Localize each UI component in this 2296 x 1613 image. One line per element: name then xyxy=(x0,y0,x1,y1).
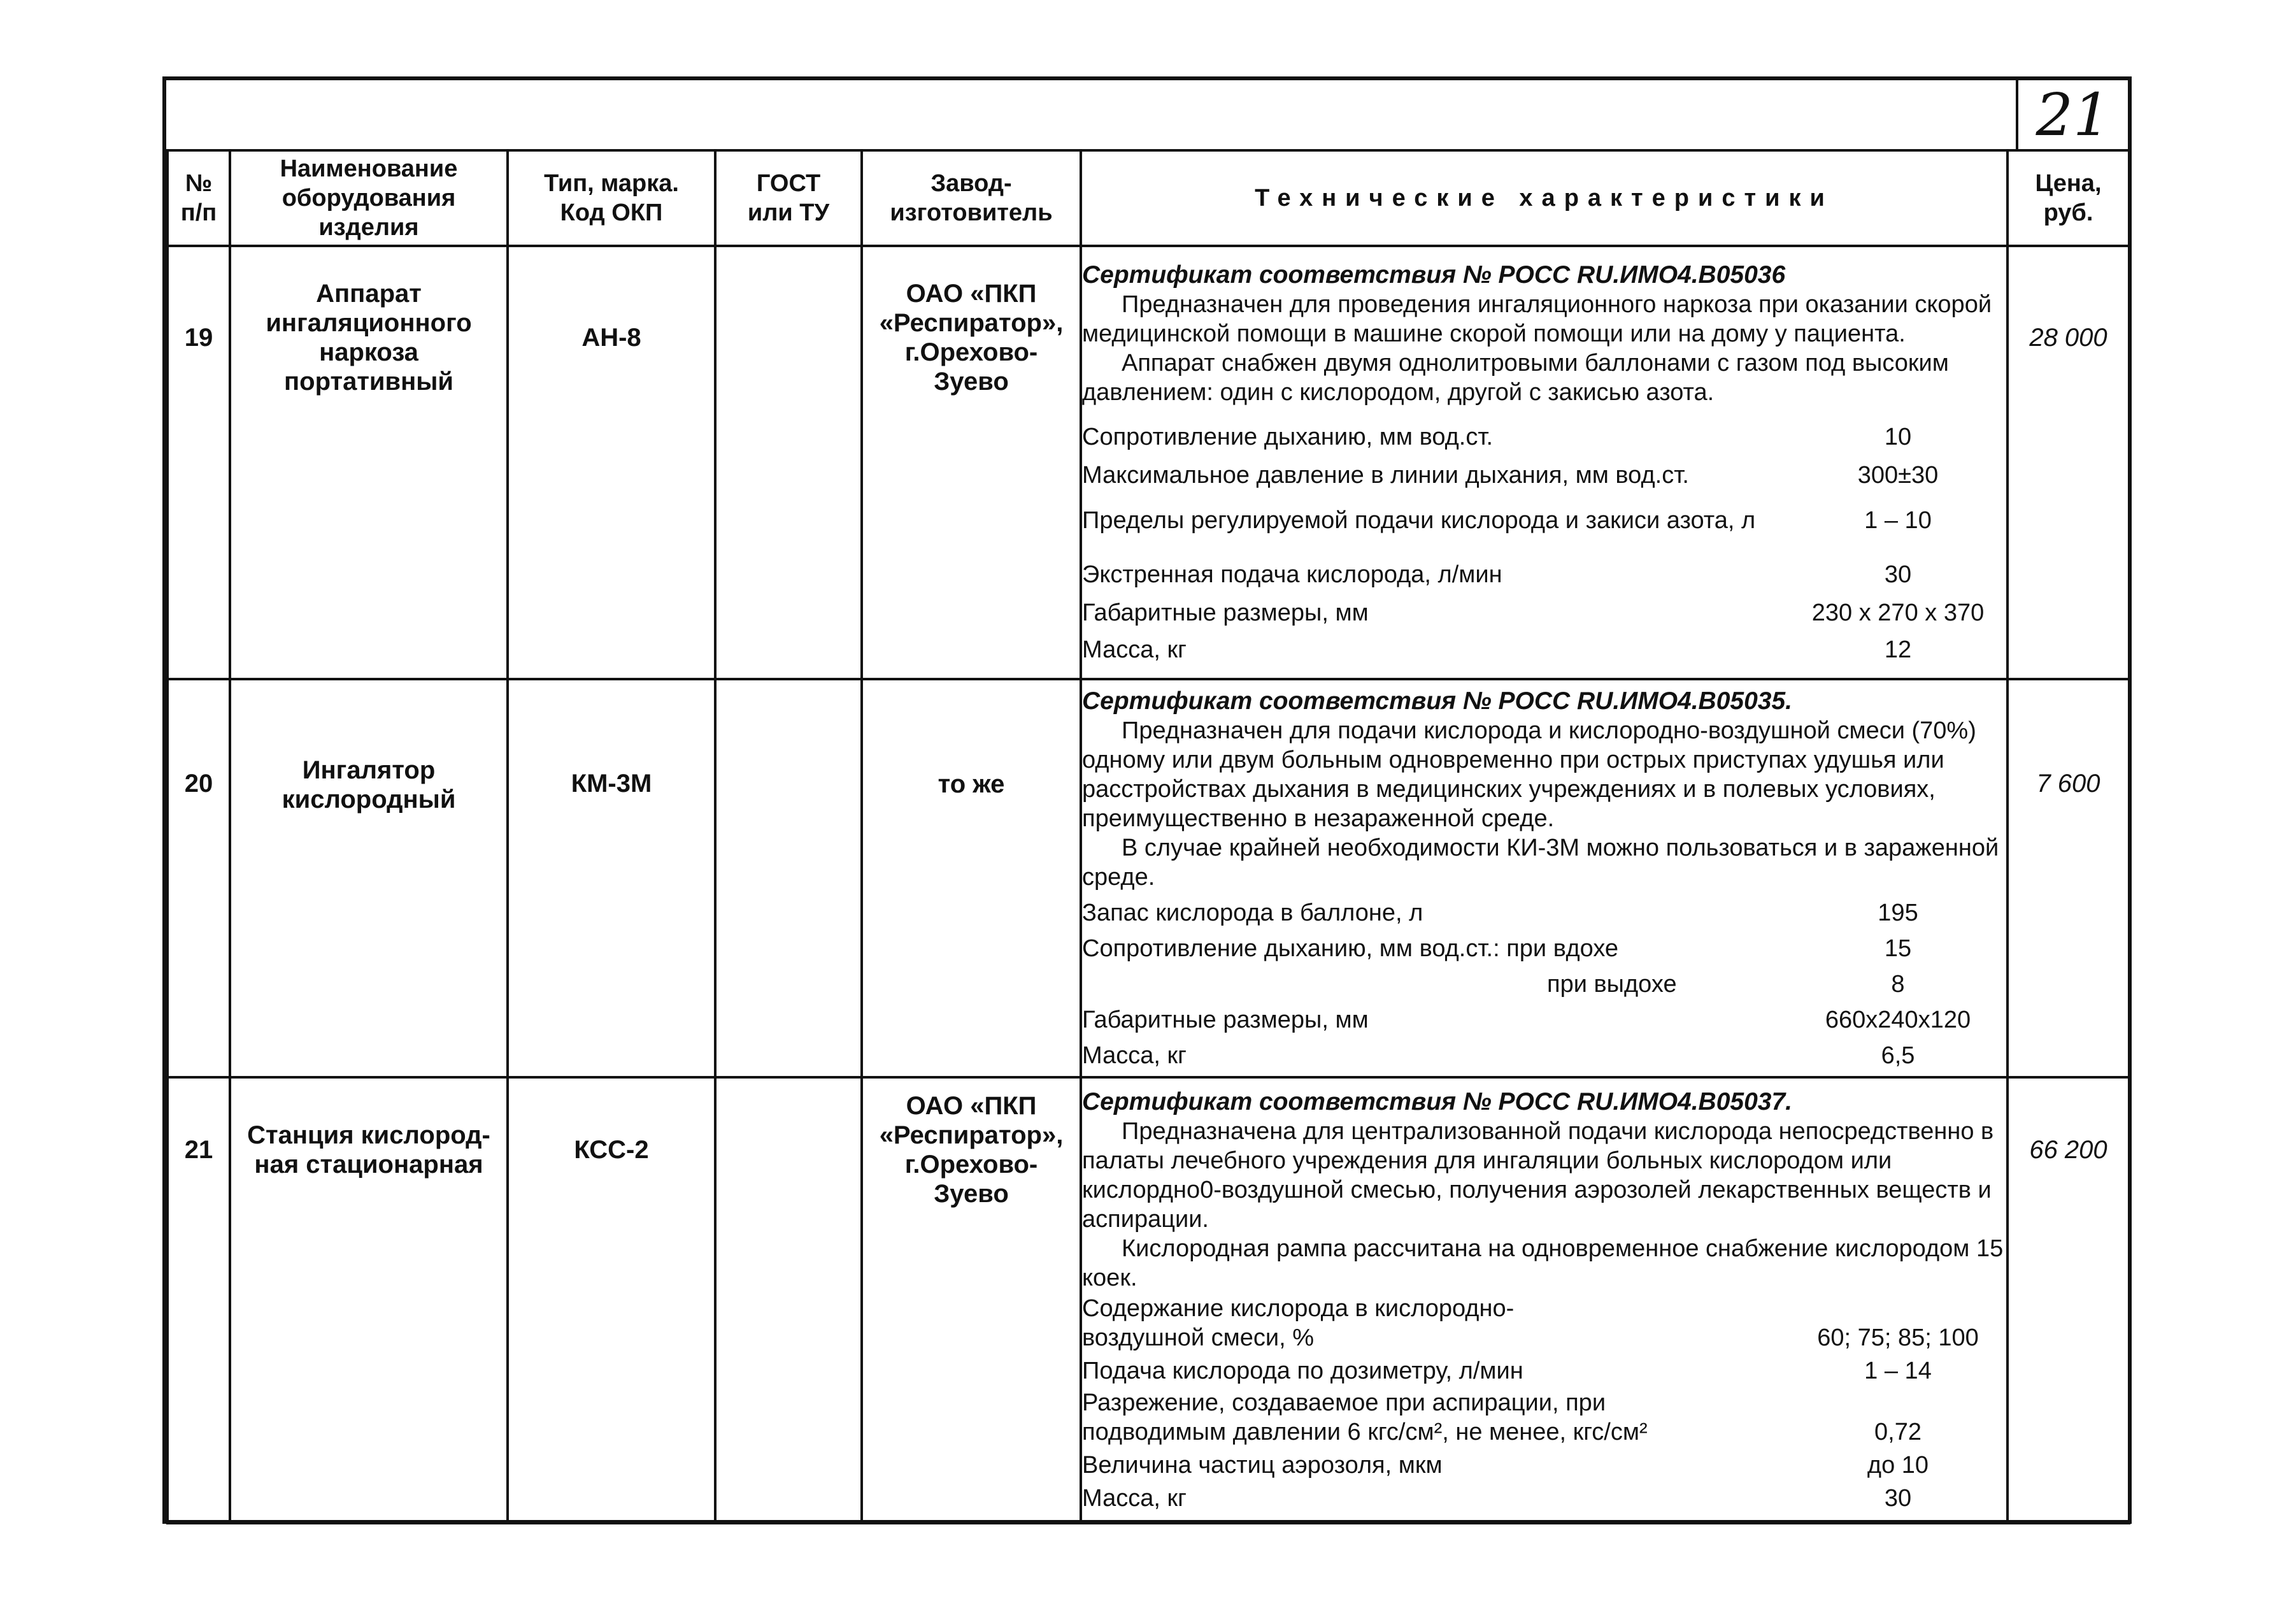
row-number: 21 xyxy=(168,1077,230,1523)
item-type: КСС-2 xyxy=(508,1077,715,1523)
spec-row: Подача кислорода по дозиметру, л/мин 1 – 14 xyxy=(1082,1358,1932,1384)
certificate: Сертификат соответствия № РОСС RU.ИМО4.В05036 xyxy=(1082,261,1786,289)
spec-row: Масса, кг 30 xyxy=(1082,1485,1912,1512)
item-name: Ингалятор кислородный xyxy=(230,679,508,1077)
spec-row: Содержание кислорода в кислородно-воздушной смеси, % 60; 75; 85; 100 xyxy=(1082,1295,1979,1351)
table-row xyxy=(168,246,2129,679)
spec-row: Разрежение, создаваемое при аспирации, при подводимым давлении 6 кгс/см², не менее, кгс/см² 0,72 xyxy=(1082,1389,1922,1445)
description: Предназначен для подачи кислорода и кислородно-воздушной смеси (70%) одному или двум больным одновременно при острых приступах удушья или расстройствах дыхания в медицинских учреждениях и в полевых условиях, преимущественно в незараженной среде. xyxy=(1082,717,1976,832)
item-name: Аппарат ингаляционного наркоза портативный xyxy=(230,246,508,679)
spec-row: Габаритные размеры, мм 660х240х120 xyxy=(1082,1006,1971,1033)
spec-row: Пределы регулируемой подачи кислорода и закиси азота, л 1 – 10 xyxy=(1082,507,1932,534)
item-type: АН-8 xyxy=(508,246,715,679)
spec-row: Величина частиц аэрозоля, мкм до 10 xyxy=(1082,1452,1929,1479)
spec-row: Максимальное давление в линии дыхания, мм вод.ст. 300±30 xyxy=(1082,462,1939,489)
header-num: № п/п xyxy=(168,150,230,246)
top-strip xyxy=(166,80,2128,152)
table-row xyxy=(168,679,2129,1077)
page-number: 21 xyxy=(2016,80,2128,149)
item-price: 7 600 xyxy=(2007,679,2129,1077)
header-name: Наименование оборудования изделия xyxy=(230,150,508,246)
description: Аппарат снабжен двумя однолитровыми баллонами с газом под высоким давлением: один с кислородом, другой с закисью азота. xyxy=(1082,350,1949,406)
header-gost: ГОСТ или ТУ xyxy=(715,150,862,246)
spec-row: Запас кислорода в баллоне, л 195 xyxy=(1082,899,1918,926)
row-number: 20 xyxy=(168,679,230,1077)
item-tech xyxy=(1081,679,2007,1077)
spec-row: Сопротивление дыханию, мм вод.ст.: при вдохе 15 xyxy=(1082,935,1912,962)
spec-row: Сопротивление дыханию, мм вод.ст. 10 xyxy=(1082,424,1912,450)
item-gost xyxy=(715,1077,862,1523)
description: Предназначен для проведения ингаляционного наркоза при оказании скорой медицинской помощи в машине скорой помощи или на дому у пациента. xyxy=(1082,291,1992,347)
item-name: Станция кислород- ная стационарная xyxy=(230,1077,508,1523)
row-number: 19 xyxy=(168,246,230,679)
header-row xyxy=(168,150,2129,246)
spec-row: Масса, кг 6,5 xyxy=(1082,1042,1915,1069)
item-maker: ОАО «ПКП «Респиратор», г.Орехово- Зуево xyxy=(862,246,1081,679)
header-maker: Завод- изготовитель xyxy=(862,150,1081,246)
item-maker: ОАО «ПКП «Респиратор», г.Орехово- Зуево xyxy=(862,1077,1081,1523)
equipment-table xyxy=(166,149,2130,1524)
spec-row: Экстренная подача кислорода, л/мин 30 xyxy=(1082,561,1912,588)
item-type: КМ-3М xyxy=(508,679,715,1077)
header-tech: Технические характеристики xyxy=(1081,150,2007,246)
header-price: Цена, руб. xyxy=(2007,150,2129,246)
document-frame xyxy=(162,76,2132,1524)
table-row xyxy=(168,1077,2129,1523)
description: Кислородная рампа рассчитана на одновременное снабжение кислородом 15 коек. xyxy=(1082,1235,2004,1291)
certificate: Сертификат соответствия № РОСС RU.ИМО4.В05037. xyxy=(1082,1088,1793,1115)
description: В случае крайней необходимости КИ-3М можно пользоваться и в зараженной среде. xyxy=(1082,834,1999,891)
item-maker: то же xyxy=(862,679,1081,1077)
item-gost xyxy=(715,679,862,1077)
item-tech xyxy=(1081,1077,2007,1523)
item-price: 28 000 xyxy=(2007,246,2129,679)
item-gost xyxy=(715,246,862,679)
item-price: 66 200 xyxy=(2007,1077,2129,1523)
description: Предназначена для централизованной подачи кислорода непосредственно в палаты лечебного учреждения для ингаляции больных кислородом или кислордно0-воздушной смесью, получения аэрозолей лекарственных веществ и аспирации. xyxy=(1082,1118,1994,1233)
spec-row: Габаритные размеры, мм 230 х 270 х 370 xyxy=(1082,599,1985,626)
item-tech xyxy=(1081,246,2007,679)
spec-row: Масса, кг 12 xyxy=(1082,636,1912,663)
certificate: Сертификат соответствия № РОСС RU.ИМО4.В05035. xyxy=(1082,687,1793,715)
spec-row: при выдохе 8 xyxy=(1547,970,1905,998)
header-type: Тип, марка. Код ОКП xyxy=(508,150,715,246)
